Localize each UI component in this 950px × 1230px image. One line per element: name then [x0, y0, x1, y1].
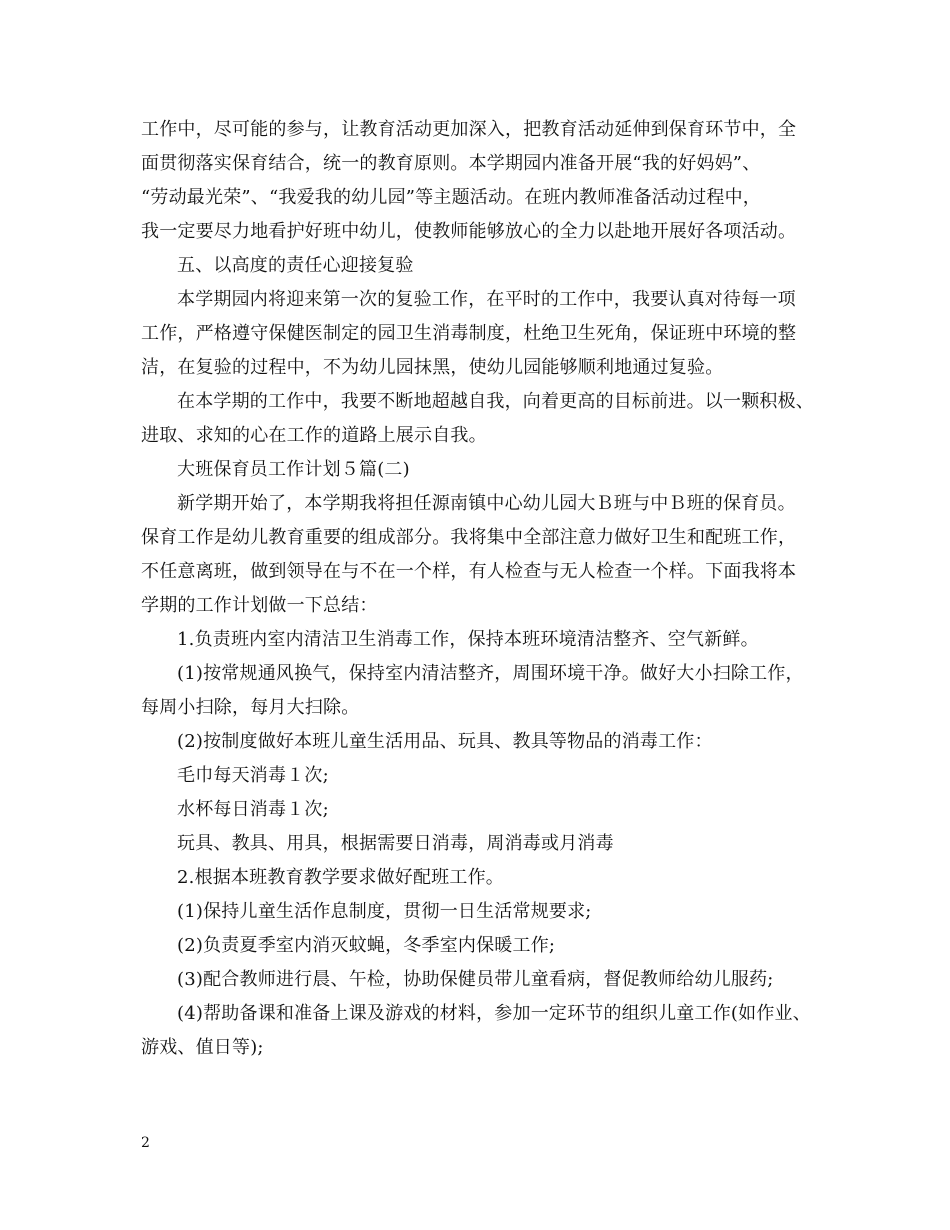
list-item: (2)按制度做好本班儿童生活用品、玩具、教具等物品的消毒工作：	[177, 731, 713, 752]
list-item: 水杯每日消毒１次;	[177, 799, 329, 820]
paragraph-line: 本学期园内将迎来第一次的复验工作，在平时的工作中，我要认真对待每一项	[177, 289, 796, 310]
paragraph-line: 工作中，尽可能的参与，让教育活动更加深入，把教育活动延伸到保育环节中，全	[141, 119, 797, 140]
list-item: (1)保持儿童生活作息制度，贯彻一日生活常规要求;	[177, 901, 592, 922]
paragraph-line: 面贯彻落实保育结合，统一的教育原则。本学期园内准备开展“我的好妈妈”、	[141, 153, 761, 174]
paragraph-line: 在本学期的工作中，我要不断地超越自我，向着更高的目标前进。以一颗积极、	[177, 391, 814, 412]
list-item: (4)帮助备课和准备上课及游戏的材料，参加一定环节的组织儿童工作(如作业、	[177, 1003, 811, 1024]
paragraph-line: 保育工作是幼儿教育重要的组成部分。我将集中全部注意力做好卫生和配班工作，	[141, 527, 797, 548]
list-item: 毛巾每天消毒１次;	[177, 765, 329, 786]
page-number: 2	[141, 1135, 150, 1151]
list-item: 玩具、教具、用具，根据需要日消毒，周消毒或月消毒	[177, 833, 614, 854]
list-item: 2.根据本班教育教学要求做好配班工作。	[177, 867, 504, 888]
paragraph-line: 新学期开始了，本学期我将担任源南镇中心幼儿园大Ｂ班与中Ｂ班的保育员。	[177, 493, 796, 514]
paragraph-line: 工作，严格遵守保健医制定的园卫生消毒制度，杜绝卫生死角，保证班中环境的整	[141, 323, 797, 344]
paragraph-line: 洁，在复验的过程中，不为幼儿园抹黑，使幼儿园能够顺利地通过复验。	[141, 357, 724, 378]
paragraph-line: 我一定要尽力地看护好班中幼儿，使教师能够放心的全力以赴地开展好各项活动。	[141, 221, 797, 242]
paragraph-line: 每周小扫除，每月大扫除。	[141, 697, 360, 718]
section-title: 大班保育员工作计划５篇(二)	[177, 459, 410, 480]
paragraph-line: 学期的工作计划做一下总结：	[141, 595, 378, 616]
paragraph-line: 进取、求知的心在工作的道路上展示自我。	[141, 425, 487, 446]
list-item: (1)按常规通风换气，保持室内清洁整齐，周围环境干净。做好大小扫除工作，	[177, 663, 804, 684]
list-item: (3)配合教师进行晨、午检，协助保健员带儿童看病，督促教师给幼儿服药;	[177, 969, 774, 990]
paragraph-line: 不任意离班，做到领导在与不在一个样，有人检查与无人检查一个样。下面我将本	[141, 561, 797, 582]
paragraph-line: “劳动最光荣”、“我爱我的幼儿园”等主题活动。在班内教师准备活动过程中，	[141, 187, 762, 208]
list-item: 1.负责班内室内清洁卫生消毒工作，保持本班环境清洁整齐、空气新鲜。	[177, 629, 759, 650]
paragraph-line: 游戏、值日等);	[141, 1037, 264, 1058]
list-item: (2)负责夏季室内消灭蚊蝇，冬季室内保暖工作;	[177, 935, 556, 956]
section-heading: 五、以高度的责任心迎接复验	[177, 255, 414, 276]
